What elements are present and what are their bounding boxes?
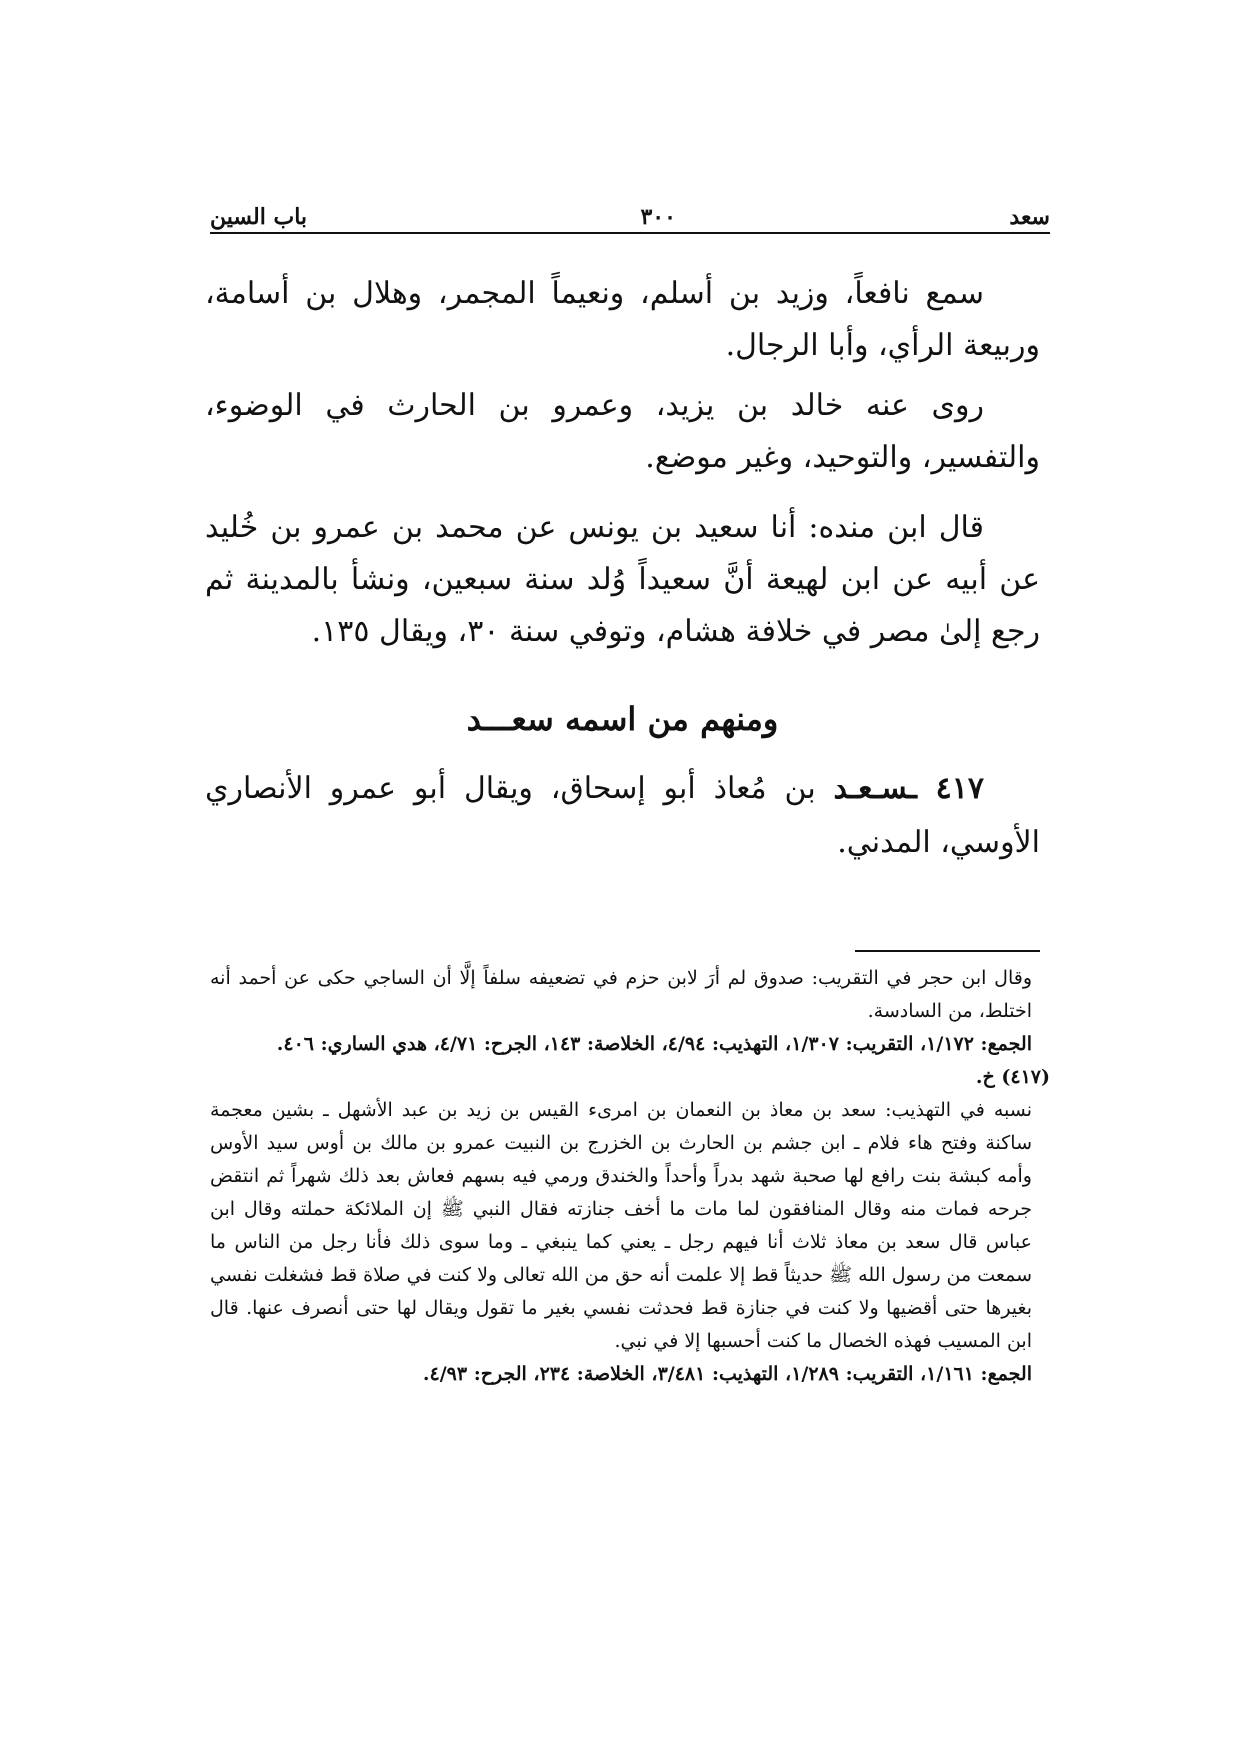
entry-number: ٤١٧ ـ [908, 771, 984, 806]
page-number: ٣٠٠ [640, 204, 676, 230]
paragraph-students: روى عنه خالد بن يزيد، وعمرو بن الحارث في الوضوء، والتفسير، والتوحيد، وغير موضع. [205, 388, 1040, 475]
footnote-2-marker: (٤١٧) خ. [975, 1066, 1050, 1088]
entry-name: سـعـد [833, 771, 909, 806]
header-rule [210, 232, 1050, 234]
section-heading: ومنهم من اسمه سعـــد [466, 700, 779, 738]
main-text [205, 268, 1040, 666]
footnote-rule [855, 950, 1040, 952]
entry-417 [205, 762, 1040, 870]
footnotes [210, 962, 1050, 1391]
footnote-2-text: نسبه في التهذيب: سعد بن معاذ بن النعمان بن امرىء القيس بن زيد بن عبد الأشهل ـ بشين معجمة ساكنة وفتح هاء فلام ـ ابن جشم بن الحارث بن الخزرج بن النبيت عمرو بن مالك بن أوس سيد الأوس وأمه كبشة بنت رافع لها صحبة شهد بدراً وأحداً والخندق ورمي فيه بسهم فعاش بعد ذلك شهراً ثم انتقض جرحه فمات منه وقال المنافقون لما مات ما أخف جنازته فقال النبي ﷺ إن الملائكة حملته وقال ابن عباس قال سعد بن معاذ ثلاث أنا فيهم رجل ـ يعني كما ينبغي ـ وما سوى ذلك فأنا رجل من الناس ما سمعت من رسول الله ﷺ حديثاً قط إلا علمت أنه حق من الله تعالى ولا كنت في صلاة قط فشغلت نفسي بغيرها حتى أقضيها ولا كنت في جنازة قط فحدثت نفسي بغير ما تقول ويقال لها حتى أنصرف عنها. قال ابن المسيب فهذه الخصال ما كنت أحسبها إلا في نبي. [210, 1099, 1032, 1352]
entry-text: بن مُعاذ أبو إسحاق، ويقال أبو عمرو الأنصاري الأوسي، المدني. [205, 771, 1040, 860]
running-header [210, 196, 1050, 230]
paragraph-teachers: سمع نافعاً، وزيد بن أسلم، ونعيماً المجمر، وهلال بن أسامة، وربيعة الرأي، وأبا الرجال. [205, 276, 1040, 363]
header-chapter-title: باب السين [210, 204, 308, 230]
paragraph-biography: قال ابن منده: أنا سعيد بن يونس عن محمد بن عمرو بن خُليد عن أبيه عن ابن لهيعة أنَّ سعيداً وُلد سنة سبعين، ونشأ بالمدينة ثم رجع إلىٰ مصر في خلافة هشام، وتوفي سنة ٣٠، ويقال ١٣٥. [205, 510, 1040, 649]
footnote-1-references: الجمع: ١/١٧٢، التقريب: ١/٣٠٧، التهذيب: ٤/٩٤، الخلاصة: ١٤٣، الجرح: ٤/٧١، هدي الساري: ٤٠٦. [276, 1033, 1032, 1055]
entry-line [205, 762, 1040, 870]
footnote-1-text: وقال ابن حجر في التقريب: صدوق لم أرَ لابن حزم في تضعيفه سلفاً إلَّا أن الساجي حكى عن أحمد أنه اختلط، من السادسة. [210, 967, 1032, 1022]
header-entry-name: سعد [1009, 204, 1050, 230]
footnote-2-references: الجمع: ١/١٦١، التقريب: ١/٢٨٩، التهذيب: ٣/٤٨١، الخلاصة: ٢٣٤، الجرح: ٤/٩٣. [422, 1363, 1032, 1385]
